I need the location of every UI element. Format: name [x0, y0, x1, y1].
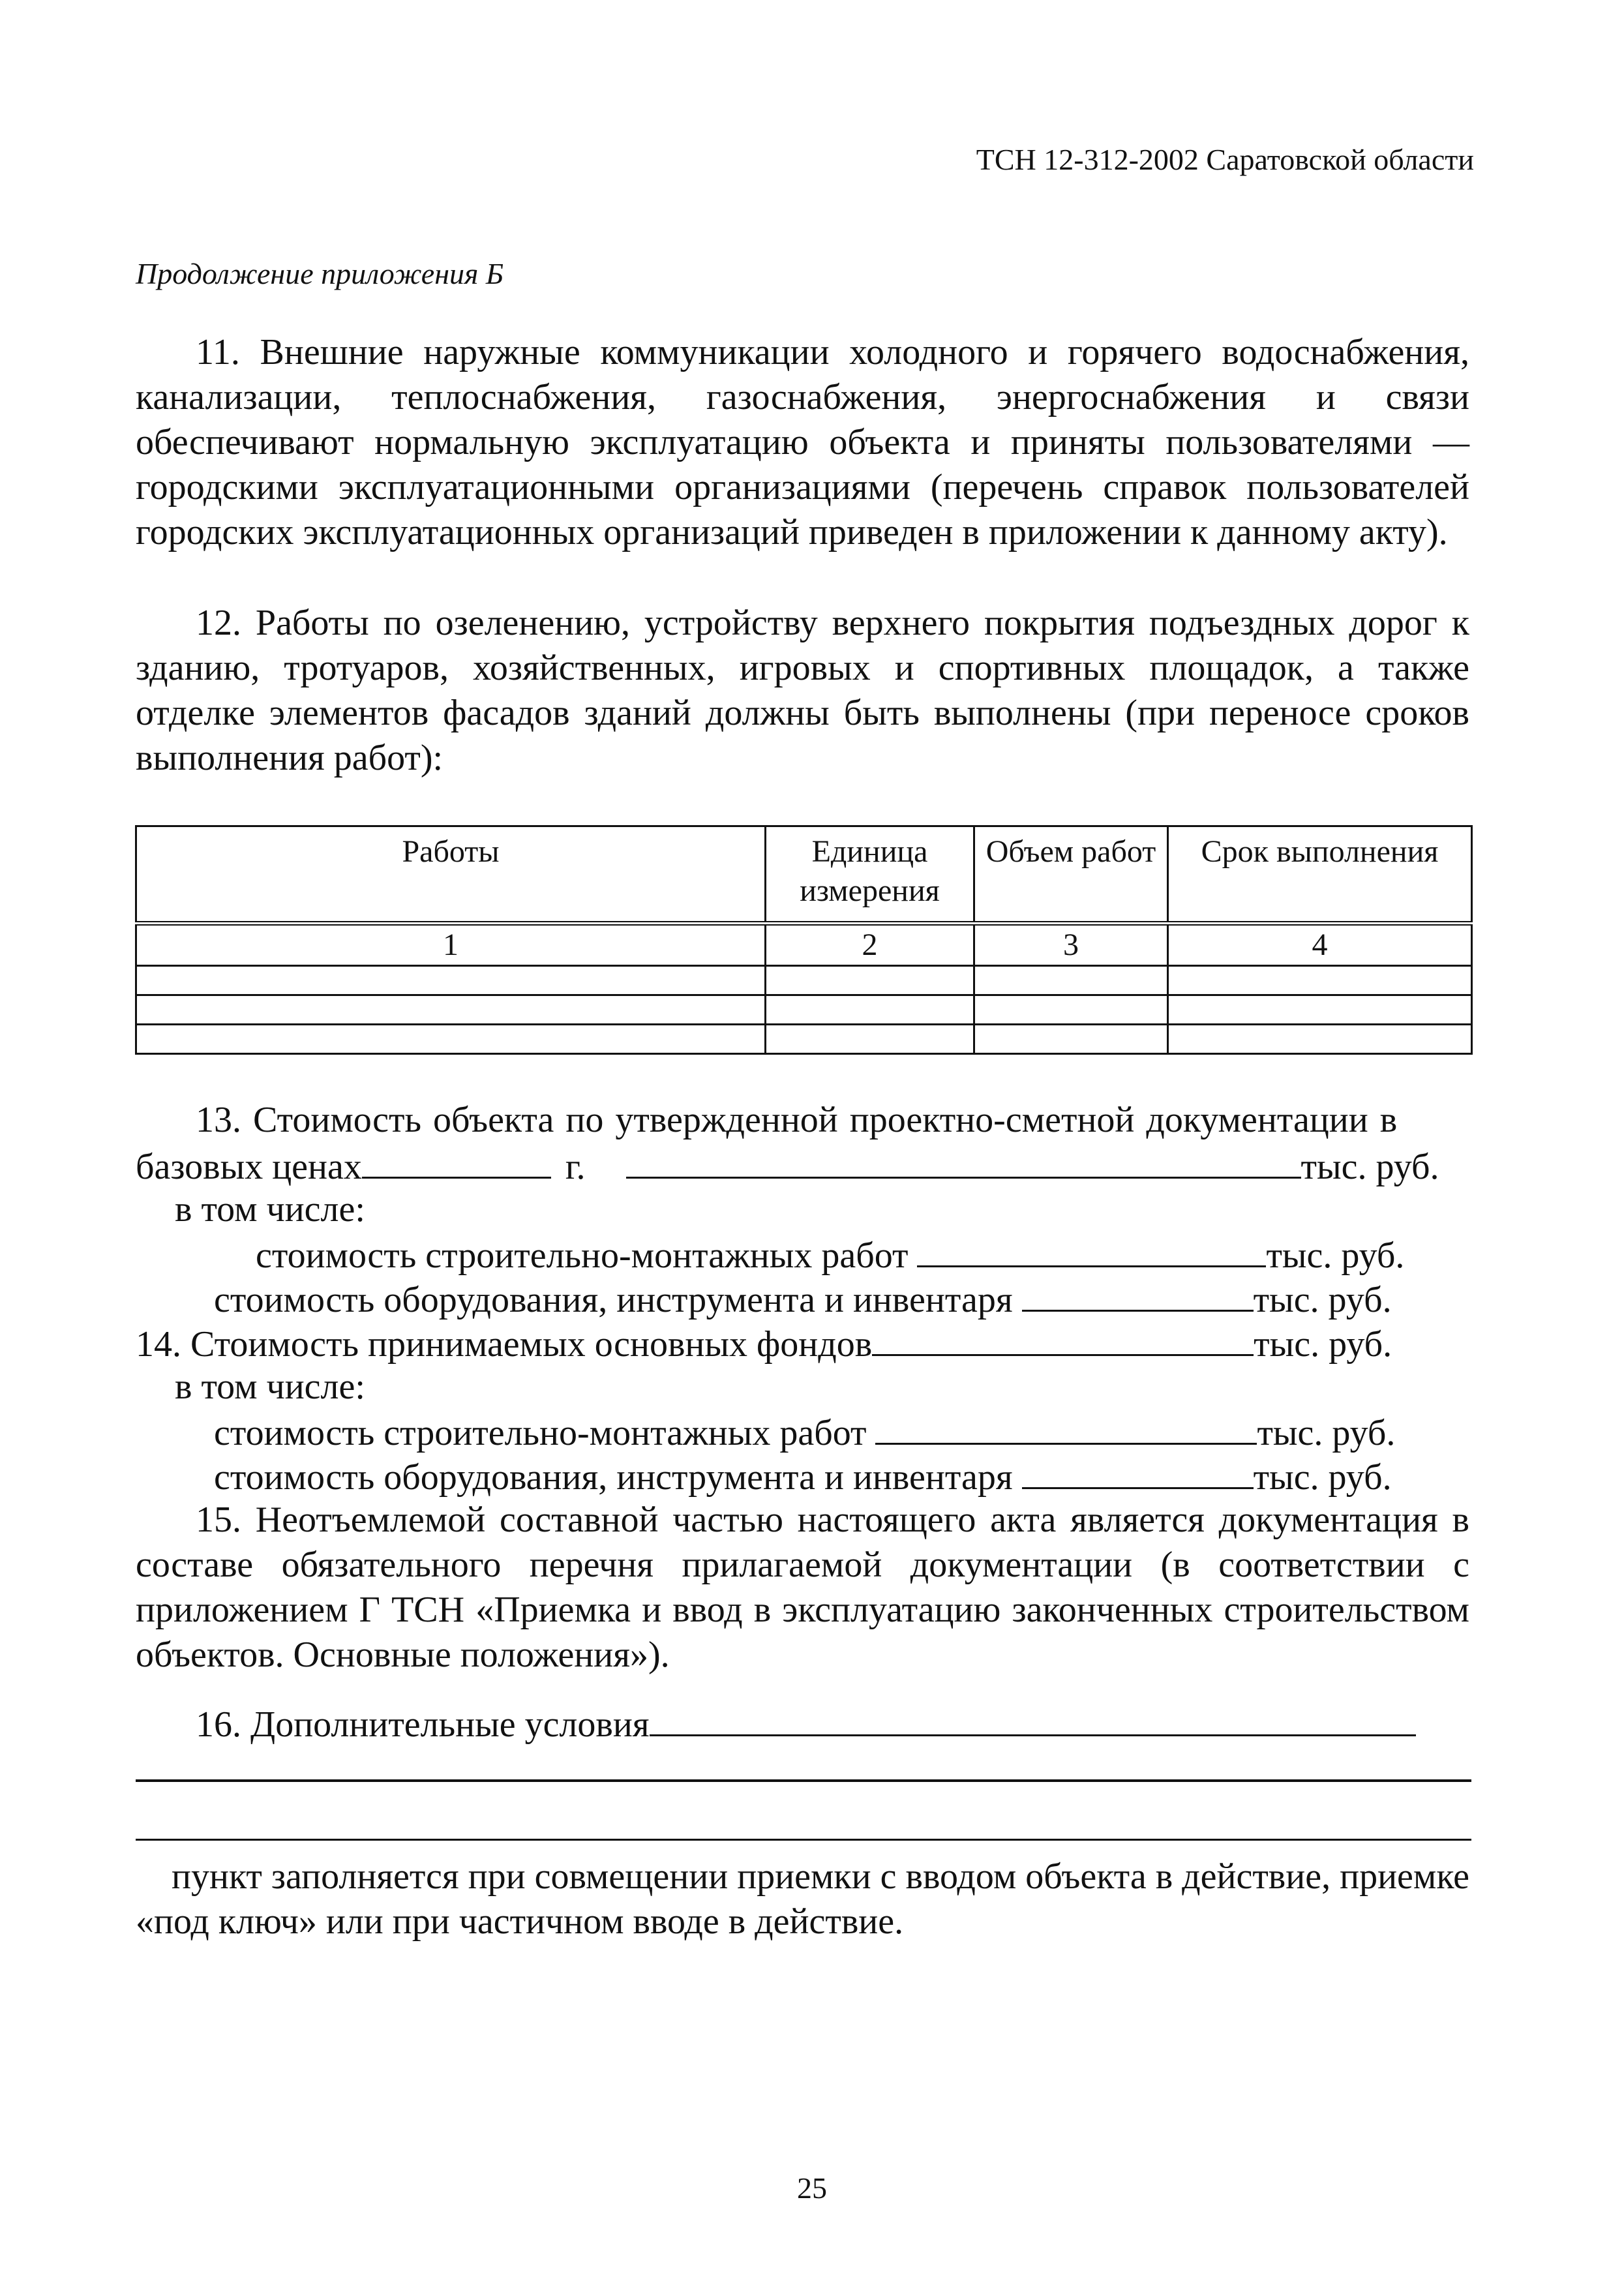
including-13: в том числе:: [175, 1189, 365, 1230]
table-header-row: [136, 826, 1472, 924]
additional-conditions-line: [196, 1700, 1416, 1747]
col-number: 1: [136, 924, 766, 966]
additional-conditions-input[interactable]: [650, 1700, 1416, 1736]
footnote-separator: [136, 1839, 1471, 1841]
table-cell[interactable]: [974, 1025, 1168, 1054]
col-header-works: Работы: [136, 826, 766, 924]
table-cell[interactable]: [766, 966, 974, 995]
unit-label: тыс. руб.: [1254, 1324, 1392, 1365]
year-suffix: г.: [565, 1147, 586, 1187]
table-row: [136, 995, 1472, 1025]
col-number: 3: [974, 924, 1168, 966]
smr-input[interactable]: [917, 1231, 1266, 1267]
base-prices-line: [136, 1143, 1471, 1190]
funds-line-14: [136, 1320, 1392, 1367]
smr-input[interactable]: [875, 1409, 1257, 1445]
table-number-row: [136, 924, 1472, 966]
table-cell[interactable]: [766, 1025, 974, 1054]
unit-label: тыс. руб.: [1301, 1147, 1439, 1187]
footnote: пункт заполняется при совмещении приемки с вводом объекта в действие, приемке «под ключ» или при частичном вводе в действие.: [136, 1856, 1469, 1942]
table-row: [136, 1025, 1472, 1054]
equipment-input[interactable]: [1022, 1276, 1254, 1312]
table-cell[interactable]: [1168, 1025, 1472, 1054]
funds-input[interactable]: [872, 1320, 1254, 1356]
table-cell[interactable]: [766, 995, 974, 1025]
col-header-unit: Единица измерения: [766, 826, 974, 924]
paragraph-15: 15. Неотъемлемой составной частью настоящего акта является документация в составе обязательного перечня прилагаемой документации (в соответствии с приложением Г ТСН «Приемка и ввод в эксплуатацию законченных строительством объектов. Основные положения»).: [136, 1500, 1469, 1675]
unit-label: тыс. руб.: [1253, 1457, 1392, 1498]
smr-label: стоимость строительно-монтажных работ: [256, 1235, 909, 1276]
equipment-label: стоимость оборудования, инструмента и инвентаря: [214, 1457, 1013, 1498]
continuation-label: Продолжение приложения Б: [136, 257, 504, 290]
col-number: 4: [1168, 924, 1472, 966]
table-row: [136, 966, 1472, 995]
equipment-line-14: [214, 1453, 1392, 1500]
unit-label: тыс. руб.: [1257, 1413, 1396, 1453]
page-number: 25: [797, 2171, 827, 2205]
table-cell[interactable]: [1168, 995, 1472, 1025]
cost-13-text: 13. Стоимость объекта по утвержденной проектно-сметной документации в: [196, 1100, 1398, 1140]
document-header: ТСН 12-312-2002 Саратовской области: [976, 143, 1474, 176]
including-14: в том числе:: [175, 1366, 365, 1407]
col-header-deadline: Срок выполнения: [1168, 826, 1472, 924]
paragraph-12: 12. Работы по озеленению, устройству верхнего покрытия подъездных дорог к зданию, тротуаров, хозяйственных, игровых и спортивных площадок, а также отделке элементов фасадов зданий должны быть выполнены (при переносе сроков выполнения работ):: [136, 603, 1469, 778]
cost-line-13: [196, 1098, 1469, 1143]
col-number: 2: [766, 924, 974, 966]
equipment-line-13: [214, 1276, 1392, 1323]
base-prices-label: базовых ценах: [136, 1147, 362, 1187]
smr-line-13: [256, 1231, 1404, 1278]
table-cell[interactable]: [974, 966, 1168, 995]
fill-line[interactable]: [136, 1779, 1471, 1782]
table-cell[interactable]: [136, 966, 766, 995]
smr-line-14: [214, 1409, 1395, 1456]
cost-input[interactable]: [626, 1143, 1301, 1179]
equipment-label: стоимость оборудования, инструмента и инвентаря: [214, 1280, 1013, 1320]
table-cell[interactable]: [1168, 966, 1472, 995]
table-cell[interactable]: [974, 995, 1168, 1025]
additional-conditions-label: 16. Дополнительные условия: [196, 1704, 650, 1745]
unit-label: тыс. руб.: [1253, 1280, 1392, 1320]
funds-label: 14. Стоимость принимаемых основных фондов: [136, 1324, 873, 1365]
works-table: [135, 825, 1473, 1055]
smr-label: стоимость строительно-монтажных работ: [214, 1413, 867, 1453]
equipment-input[interactable]: [1022, 1453, 1254, 1489]
unit-label: тыс. руб.: [1266, 1235, 1405, 1276]
paragraph-11: 11. Внешние наружные коммуникации холодного и горячего водоснабжения, канализации, теплоснабжения, газоснабжения, энергоснабжения и связи обеспечивают нормальную эксплуатацию объекта и приняты пользователями — городскими эксплуатационными организациями (перечень справок пользователей городских эксплуатационных организаций приведен в приложении к данному акту).: [136, 332, 1469, 552]
col-header-volume: Объем работ: [974, 826, 1168, 924]
table-cell[interactable]: [136, 995, 766, 1025]
table-cell[interactable]: [136, 1025, 766, 1054]
year-input[interactable]: [362, 1143, 551, 1179]
